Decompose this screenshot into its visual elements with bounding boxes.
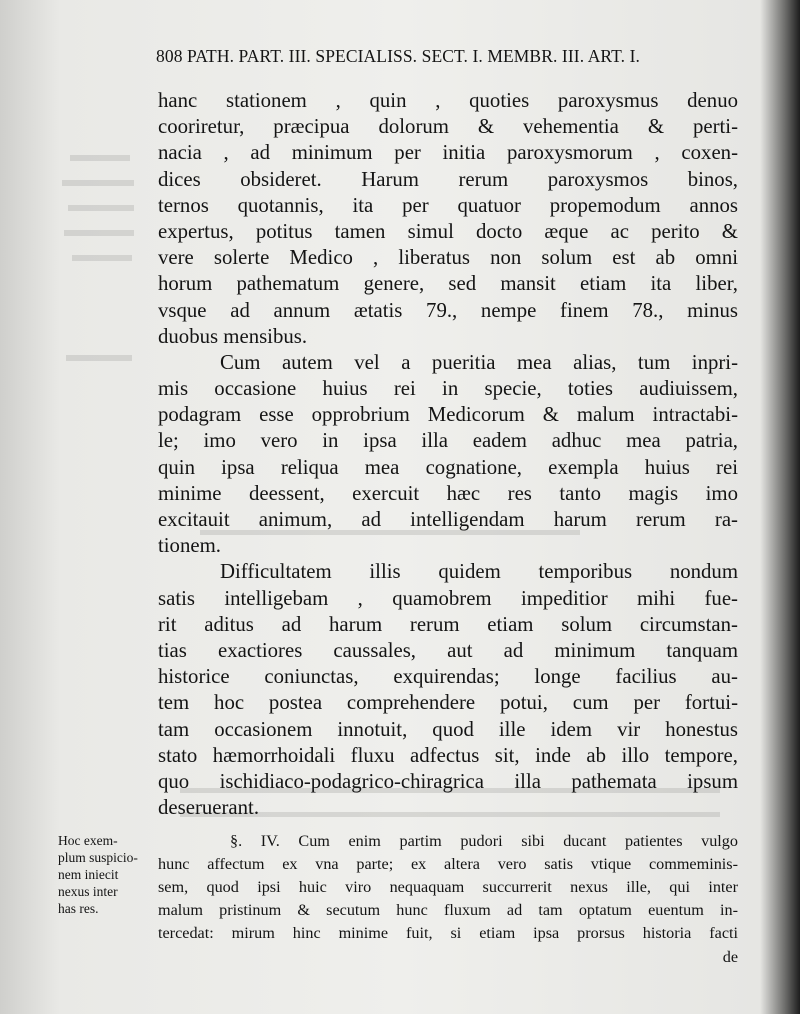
main-text xyxy=(158,88,738,821)
margin-note-line: has res. xyxy=(58,901,99,916)
text-line: nacia , ad minimum per initia paroxysmorum , coxen- xyxy=(158,141,738,165)
text-line: quo ischidiaco-podagrico-chiragrica illa pathemata ipsum xyxy=(158,769,738,793)
text-line: deseruerant. xyxy=(158,796,260,820)
text-line: satis intelligebam , quamobrem impeditior mihi fue- xyxy=(158,586,738,610)
paragraph-start-line: Cum autem vel a pueritia mea alias, tum inpri- xyxy=(220,350,738,374)
section-line: hunc affectum ex vna parte; ex altera vero satis vtique commeminis- xyxy=(158,855,738,873)
margin-note-line: Hoc exem- xyxy=(58,833,118,848)
margin-note xyxy=(58,832,156,917)
text-line: tionem. xyxy=(158,534,221,558)
text-line: tam occasionem innotuit, quod ille idem vir honestus xyxy=(158,717,738,741)
text-line: ternos quotannis, ita per quatuor propemodum annos xyxy=(158,193,738,217)
section-iv-text xyxy=(158,830,738,969)
text-line: tem hoc postea comprehendere potui, cum per fortui- xyxy=(158,691,738,715)
text-line: excitauit animum, ad intelligendam harum rerum ra- xyxy=(158,508,738,531)
section-line: malum pristinum & secutum hunc fluxum ad tam optatum euentum in- xyxy=(158,901,738,919)
text-line: cooriretur, præcipua dolorum & vehementia & perti- xyxy=(158,115,738,139)
text-line: minime deessent, exercuit hæc res tanto magis imo xyxy=(158,481,738,505)
text-line: quin ipsa reliqua mea cognatione, exempla huius rei xyxy=(158,455,738,479)
text-line: vsque ad annum ætatis 79., nempe finem 78., minus xyxy=(158,298,738,322)
text-line: mis occasione huius rei in specie, toties audiuissem, xyxy=(158,377,738,401)
text-line: historice coniunctas, exquirendas; longe facilius au- xyxy=(158,665,738,689)
section-line: sem, quod ipsi huic viro nequaquam succurrerit nexus ille, qui inter xyxy=(158,878,738,896)
text-line: rit aditus ad harum rerum etiam solum circumstan- xyxy=(158,612,738,636)
text-line: duobus mensibus. xyxy=(158,324,308,348)
text-line: vere solerte Medico , liberatus non solum est ab omni xyxy=(158,246,738,270)
text-line: tias exactiores caussales, aut ad minimum tanquam xyxy=(158,638,738,662)
text-line: dices obsideret. Harum rerum paroxysmos binos, xyxy=(158,167,738,191)
catchword: de xyxy=(722,948,738,966)
margin-note-line: plum suspicio- xyxy=(58,850,138,865)
margin-note-line: nexus inter xyxy=(58,884,118,899)
text-line: hanc stationem , quin , quoties paroxysmus denuo xyxy=(158,89,738,112)
text-line: expertus, potitus tamen simul docto æque ac perito & xyxy=(158,219,738,243)
text-line: stato hæmorrhoidali fluxu adfectus sit, inde ab illo tempore, xyxy=(158,743,738,767)
text-line: podagram esse opprobrium Medicorum & malum intractabi- xyxy=(158,403,738,427)
text-line: le; imo vero in ipsa illa eadem adhuc mea patria, xyxy=(158,429,738,453)
section-line: §. IV. Cum enim partim pudori sibi ducant patientes vulgo xyxy=(230,832,738,850)
running-head: 808 PATH. PART. III. SPECIALISS. SECT. I. MEMBR. III. ART. I. xyxy=(156,46,640,66)
paragraph-start-line: Difficultatem illis quidem temporibus nondum xyxy=(220,560,738,584)
margin-note-line: nem iniecit xyxy=(58,867,119,882)
text-line: horum pathematum genere, sed mansit etiam ita liber, xyxy=(158,272,738,296)
section-line: tercedat: mirum hinc minime fuit, si etiam ipsa prorsus historia facti xyxy=(158,924,738,942)
